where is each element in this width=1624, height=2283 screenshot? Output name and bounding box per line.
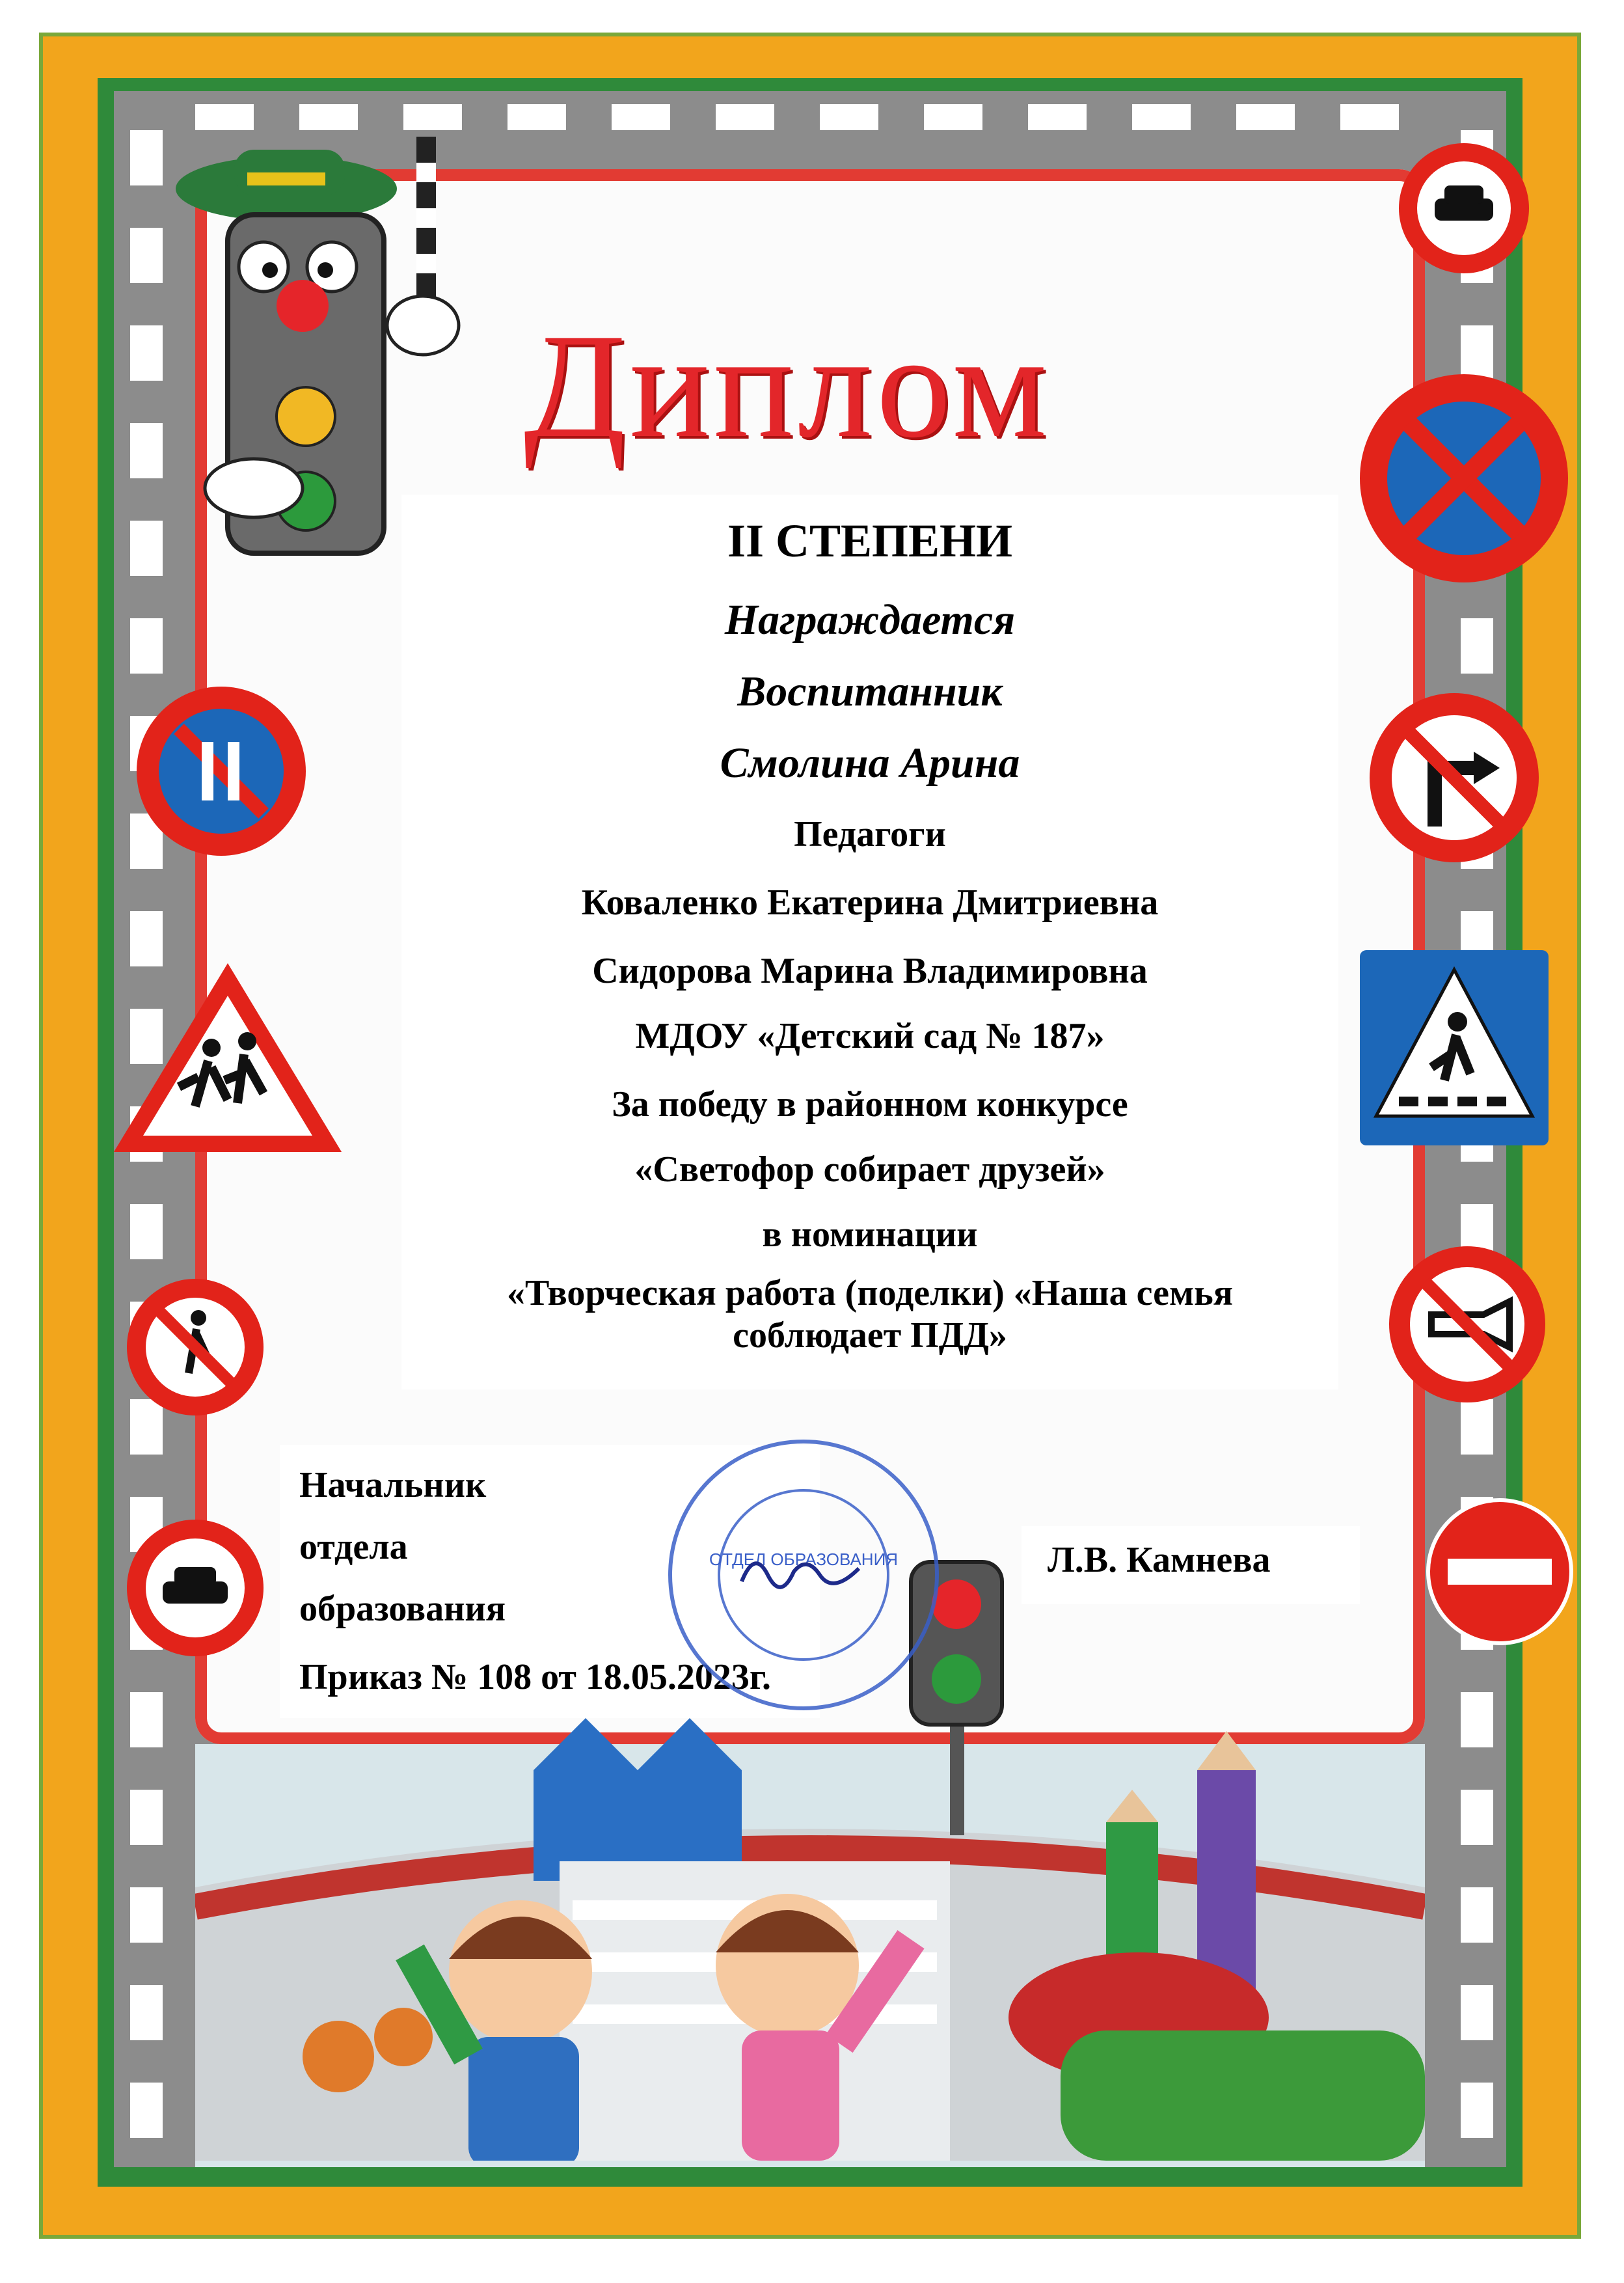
no-right-turn-sign-icon [1366, 690, 1542, 866]
road-dash [130, 618, 163, 674]
signer-role-line-1: Начальник [299, 1465, 487, 1505]
road-dash [1461, 1399, 1493, 1455]
pupil-label: Воспитанник [737, 668, 1003, 715]
road-dash [130, 1887, 163, 1943]
road-dash [612, 104, 670, 130]
scene-illustration [195, 1692, 1425, 2161]
reason: За победу в районном конкурсе [612, 1084, 1128, 1125]
degree-label: II СТЕПЕНИ [727, 515, 1013, 567]
road-dash [1132, 104, 1191, 130]
pupil-name: Смолина Арина [720, 739, 1020, 787]
certificate-title: Диплом [523, 303, 1051, 469]
road-dash [820, 104, 878, 130]
teacher-2: Сидорова Марина Владимировна [592, 951, 1148, 991]
road-dash [1461, 1790, 1493, 1845]
road-dash [130, 1204, 163, 1259]
institution: МДОУ «Детский сад № 187» [635, 1016, 1105, 1056]
signature-icon [735, 1536, 865, 1607]
road-dash [1236, 104, 1295, 130]
no-parking-even-days-sign-icon [133, 683, 309, 859]
road-dash [1028, 104, 1087, 130]
road-dash [1461, 1887, 1493, 1943]
road-dash [716, 104, 774, 130]
signer-role-line-3: образования [299, 1589, 506, 1629]
teachers-label: Педагоги [794, 814, 946, 854]
signer-name: Л.В. Камнева [1048, 1540, 1271, 1580]
nomination-label: в номинации [762, 1214, 978, 1255]
children-crossing-sign-icon [107, 957, 348, 1165]
road-dash [130, 1790, 163, 1845]
nomination-line-2: соблюдает ПДД» [733, 1315, 1007, 1356]
road-dash [130, 1985, 163, 2040]
no-cars-sign-icon-2 [124, 1516, 267, 1660]
road-dash [924, 104, 982, 130]
road-dash [1461, 2083, 1493, 2138]
road-dash [1461, 1985, 1493, 2040]
awarded-label: Награждается [724, 596, 1016, 644]
signer-role-line-2: отдела [299, 1527, 408, 1567]
no-entry-sign-icon [1425, 1497, 1575, 1647]
stamp-text: ОТДЕЛ ОБРАЗОВАНИЯ [709, 1550, 899, 1569]
road-dash [1461, 618, 1493, 674]
nomination-line-1: «Творческая работа (поделки) «Наша семья [506, 1273, 1234, 1313]
road-dash [1461, 1692, 1493, 1747]
no-stopping-sign-icon [1357, 371, 1571, 586]
teacher-1: Коваленко Екатерина Дмитриевна [581, 882, 1159, 923]
pedestrian-crossing-sign-icon [1360, 950, 1549, 1145]
no-cars-sign-icon [1396, 140, 1532, 277]
road-dash [130, 2083, 163, 2138]
no-pedestrians-sign-icon [124, 1276, 267, 1419]
contest-name: «Светофор собирает друзей» [634, 1149, 1105, 1190]
road-dash [508, 104, 566, 130]
road-dash [130, 1692, 163, 1747]
road-dash [1340, 104, 1399, 130]
no-horn-sign-icon [1386, 1243, 1549, 1406]
order-line: Приказ № 108 от 18.05.2023г. [299, 1657, 772, 1697]
